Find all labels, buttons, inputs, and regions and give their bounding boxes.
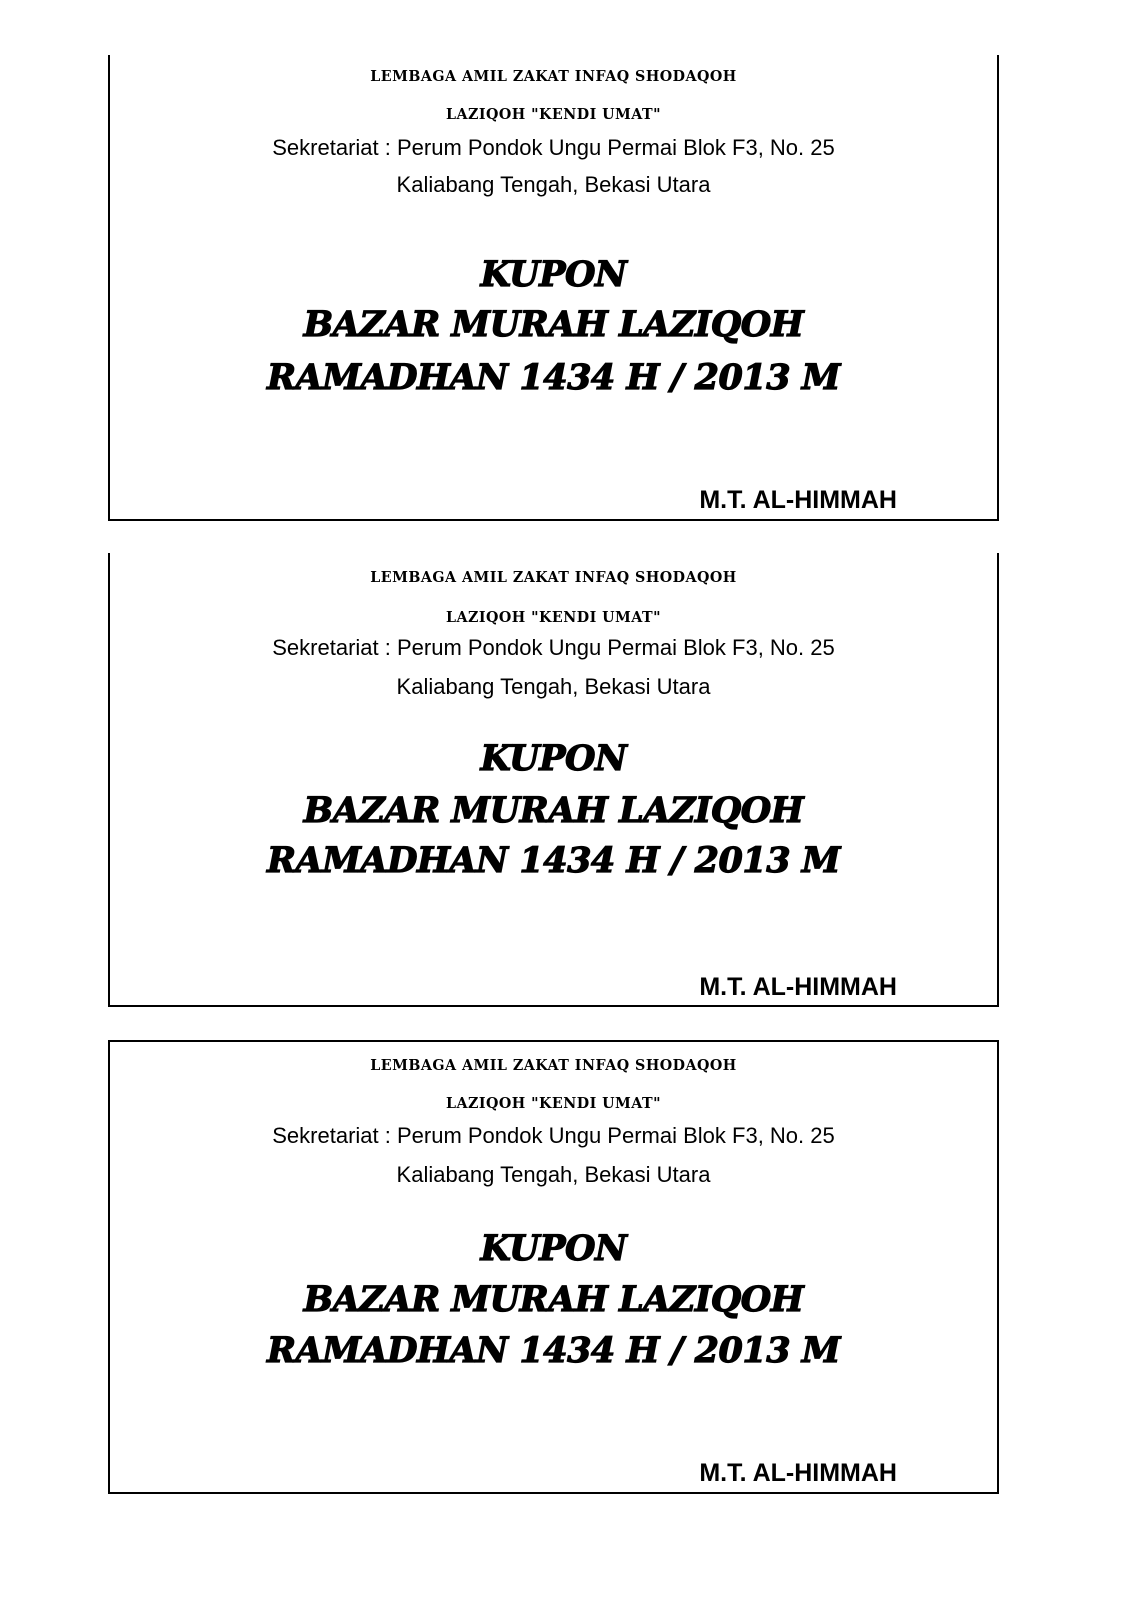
org-name: LEMBAGA AMIL ZAKAT INFAQ SHODAQOH <box>370 1056 737 1074</box>
org-short-name: LAZIQOH "KENDI UMAT" <box>445 105 662 123</box>
address-line-1: Sekretariat : Perum Pondok Ungu Permai Blok F3, No. 25 <box>272 135 835 160</box>
coupon-3 <box>108 1040 999 1494</box>
address-line-1: Sekretariat : Perum Pondok Ungu Permai Blok F3, No. 25 <box>272 635 835 660</box>
title-kupon: KUPON <box>480 738 627 779</box>
title-bazar: BAZAR MURAH LAZIQOH <box>303 790 804 831</box>
address-line-1: Sekretariat : Perum Pondok Ungu Permai Blok F3, No. 25 <box>272 1123 835 1148</box>
address-line-2: Kaliabang Tengah, Bekasi Utara <box>396 172 711 197</box>
org-name: LEMBAGA AMIL ZAKAT INFAQ SHODAQOH <box>370 67 737 85</box>
address-line-2: Kaliabang Tengah, Bekasi Utara <box>396 1162 711 1187</box>
title-bazar: BAZAR MURAH LAZIQOH <box>303 304 804 345</box>
signature: M.T. AL-HIMMAH <box>699 973 897 1001</box>
address-line-2: Kaliabang Tengah, Bekasi Utara <box>396 674 711 699</box>
org-short-name: LAZIQOH "KENDI UMAT" <box>445 608 662 626</box>
title-kupon: KUPON <box>480 1228 627 1269</box>
signature: M.T. AL-HIMMAH <box>699 486 897 514</box>
title-ramadhan: RAMADHAN 1434 H / 2013 M <box>266 840 841 881</box>
signature: M.T. AL-HIMMAH <box>699 1459 897 1487</box>
org-short-name: LAZIQOH "KENDI UMAT" <box>445 1094 662 1112</box>
coupon-1 <box>108 55 999 521</box>
coupon-2 <box>108 553 999 1007</box>
org-name: LEMBAGA AMIL ZAKAT INFAQ SHODAQOH <box>370 568 737 586</box>
title-ramadhan: RAMADHAN 1434 H / 2013 M <box>266 357 841 398</box>
title-bazar: BAZAR MURAH LAZIQOH <box>303 1279 804 1320</box>
title-ramadhan: RAMADHAN 1434 H / 2013 M <box>266 1330 841 1371</box>
title-kupon: KUPON <box>480 254 627 295</box>
